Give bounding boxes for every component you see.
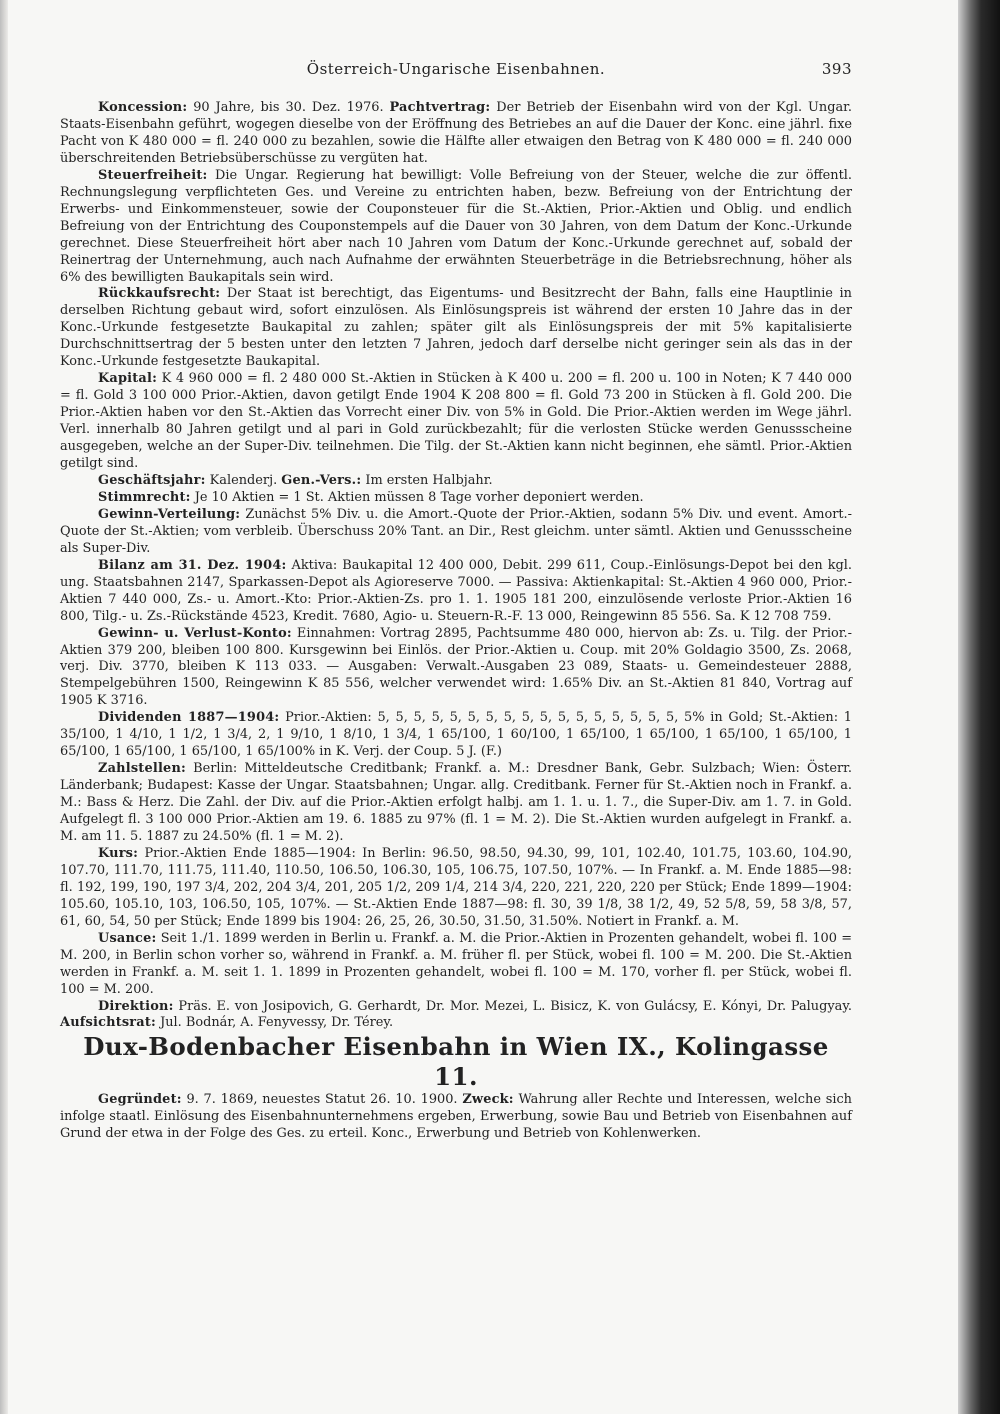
text-bilanz: Aktiva: Baukapital 12 400 000, Debit. 299 611, Coup.-Einlösungs-Depot bei den kgl. ung. Staatsbahnen 2147, Sparkassen-Depot als Agioreserve 7000. — Passiva: Aktienkapital: St.-Aktien 4 960 000, Prior.-Aktien 7 440 000, Zs.- u. Amort.-Kto: Prior.-Aktien-Zs. pro 1. 1. 1905 181 200, einzulösende verloste Prior.-Aktien 16 800, Tilg.- u. Zs.-Rückstände 4523, Kredit. 7680, Agio- u. Steuern-R.-F. 13 000, Reingewinn 85 556. Sa. K 12 708 759.	[60, 557, 852, 624]
text-koncession: 90 Jahre, bis 30. Dez. 1976.	[193, 100, 384, 115]
text-gewinn-verteilung: Zunächst 5% Div. u. die Amort.-Quote der Prior.-Aktien, sodann 5% Div. und event. Amort.-Quote der St.-Aktien; vom verbleib. Überschuss 20% Tant. an Dir., Rest gleichm. unter sämtl. Aktien und Genussscheine als Super-Div.	[60, 506, 853, 556]
paragraph-geschaeftsjahr	[60, 473, 852, 490]
label-bilanz: Bilanz am 31. Dez. 1904:	[98, 557, 287, 573]
text-stimmrecht: Je 10 Aktien = 1 St. Aktien müssen 8 Tage vorher deponiert werden.	[194, 489, 644, 505]
label-kapital: Kapital:	[98, 371, 158, 387]
text-zweck: Wahrung aller Rechte und Interessen, welche sich infolge staatl. Einlösung des Eisenbahnunternehmens ergeben, Erwerbung, sowie Bau und Betrieb von Eisenbahnen auf Grund der etwa in der Folge des Ges. zu erteil. Konc., Erwerbung und Betrieb von Kohlenwerken.	[60, 1092, 852, 1142]
paragraph-gegruendet	[60, 1092, 852, 1143]
paragraph-kapital	[60, 371, 852, 473]
scan-left-edge	[0, 0, 8, 1414]
label-gegruendet: Gegründet:	[98, 1092, 182, 1108]
paragraph-zahlstellen	[60, 761, 852, 846]
paragraph-stimmrecht	[60, 490, 852, 507]
company-title: Dux-Bodenbacher Eisenbahn in Wien IX., Kolingasse 11.	[83, 1032, 829, 1092]
paragraph-bilanz	[60, 558, 852, 626]
text-kurs: Prior.-Aktien Ende 1885—1904: In Berlin: 96.50, 98.50, 94.30, 99, 101, 102.40, 101.75, 103.60, 104.90, 107.70, 111.70, 111.75, 111.40, 110.50, 106.50, 106.30, 105, 106.75, 107.50, 107%. — In Frankf. a. M. Ende 1885—98: fl. 192, 199, 190, 197 3/4, 202, 204 3/4, 201, 205 1/2, 209 1/4, 214 3/4, 220, 221, 220, 220 per Stück; Ende 1899—1904: 105.60, 105.10, 103, 106.50, 105, 107%. — St.-Aktien Ende 1887—98: fl. 30, 39 1/8, 38 1/2, 49, 52 5/8, 59, 58 3/8, 57, 61, 60, 54, 50 per Stück; Ende 1899 bis 1904: 26, 25, 26, 30.50, 31.50, 31.50%. Notiert in Frankf. a. M.	[60, 845, 852, 929]
paragraph-kurs	[60, 846, 852, 931]
paragraph-gewinn-verlust	[60, 626, 852, 711]
text-steuerfreiheit: Die Ungar. Regierung hat bewilligt: Volle Befreiung von der Steuer, welche die zur öffentl. Rechnungslegung verpflichteten Ges. und Vereine zu entrichten haben, bezw. Befreiung von der Entrichtung der Erwerbs- und Einkommensteuer, sowie der Couponsteuer für die St.-Aktien, Prior.-Aktien und Oblig. und endlich Befreiung von der Entrichtung des Couponstempels auf die Dauer von 30 Jahren, von dem Datum der Konc.-Urkunde gerechnet. Diese Steuerfreiheit hört aber nach 10 Jahren vom Datum der Konc.-Urkunde gerechnet auf, sobald der Reinertrag der Unternehmung, auch nach Aufnahme der erwähnten Steuerbeträge in die Betriebsrechnung, höher als 6% des bewilligten Baukapitals sein wird.	[60, 167, 852, 285]
text-aufsichtsrat: Jul. Bodnár, A. Fenyvessy, Dr. Térey.	[160, 1015, 394, 1031]
text-usance: Seit 1./1. 1899 werden in Berlin u. Frankf. a. M. die Prior.-Aktien in Prozenten gehandelt, wobei fl. 100 = M. 200, in Berlin schon vorher so, während in Frankf. a. M. früher fl. per Stück, wobei fl. 100 = M. 200. Die St.-Aktien werden in Frankf. a. M. seit 1. 1. 1899 in Prozenten gehandelt, wobei fl. 100 = M. 170, vorher fl. per Stück, wobei fl. 100 = M. 200.	[60, 930, 852, 997]
text-pachtvertrag: Der Betrieb der Eisenbahn wird von der Kgl. Ungar. Staats-Eisenbahn geführt, wogegen dieselbe von der Eröffnung des Betriebes an auf die Dauer der Konc. eine jährl. fixe Pacht von K 480 000 = fl. 240 000 zu bezahlen, sowie die Hälfte aller etwaigen den Betrag von K 480 000 = fl. 240 000 überschreitenden Betriebsüberschüsse zu vergüten hat.	[60, 100, 852, 166]
paragraph-usance	[60, 931, 852, 999]
text-gewinn-verlust: Einnahmen: Vortrag 2895, Pachtsumme 480 000, hiervon ab: Zs. u. Tilg. der Prior.-Aktien 379 200, bleiben 100 800. Kursgewinn bei Einlös. der Prior.-Aktien u. Coup. mit 20% Goldagio 3500, Zs. 2068, verj. Div. 3770, bleiben K 113 033. — Ausgaben: Verwalt.-Ausgaben 23 089, Staats- u. Gemeindesteuer 2888, Stempelgebühren 1500, Reingewinn K 85 556, welcher verwendet wird: 1.65% Div. an St.-Aktien 81 840, Vortrag auf 1905 K 3716.	[60, 625, 852, 709]
text-direktion: Präs. E. von Josipovich, G. Gerhardt, Dr. Mor. Mezei, L. Bisicz, K. von Gulácsy, E. Kónyi, Dr. Palugyay.	[178, 998, 852, 1014]
label-geschaeftsjahr: Geschäftsjahr:	[98, 472, 206, 488]
running-title: Österreich-Ungarische Eisenbahnen.	[306, 60, 606, 78]
paragraph-gewinn-verteilung	[60, 507, 852, 558]
label-aufsichtsrat: Aufsichtsrat:	[60, 1015, 156, 1031]
label-koncession: Koncession:	[98, 100, 188, 115]
text-gen-vers: Im ersten Halbjahr.	[365, 472, 493, 488]
paragraph-steuerfreiheit	[60, 168, 852, 287]
text-geschaeftsjahr: Kalenderj.	[209, 472, 278, 488]
label-rueckkaufsrecht: Rückkaufsrecht:	[98, 286, 221, 302]
label-zahlstellen: Zahlstellen:	[98, 761, 186, 777]
page-body	[60, 100, 852, 1143]
paragraph-dividenden	[60, 710, 852, 761]
page-header	[60, 60, 852, 84]
label-dividenden: Dividenden 1887—1904:	[98, 710, 280, 726]
text-dividenden: Prior.-Aktien: 5, 5, 5, 5, 5, 5, 5, 5, 5, 5, 5, 5, 5, 5, 5, 5, 5, 5% in Gold; St.-Aktien: 1 35/100, 1 4/10, 1 1/2, 1 3/4, 2, 1 9/10, 1 8/10, 1 3/4, 1 65/100, 1 60/100, 1 65/100, 1 65/100, 1 65/100, 1 65/100, 1 65/100, 1 65/100, 1 65/100, 1 65/100% in K. Verj. der Coup. 5 J. (F.)	[60, 710, 853, 760]
label-zweck: Zweck:	[462, 1092, 514, 1108]
label-pachtvertrag: Pachtvertrag:	[389, 100, 491, 115]
label-stimmrecht: Stimmrecht:	[98, 489, 191, 505]
text-rueckkaufsrecht: Der Staat ist berechtigt, das Eigentums- und Besitzrecht der Bahn, falls eine Hauptlinie in derselben Richtung gebaut wird, sofort einzulösen. Als Einlösungspreis ist während der ersten 10 Jahre das in der Konc.-Urkunde festgesetzte Baukapital zu zahlen; später gilt als Einlösungspreis der mit 5% kapitalisierte Durchschnittsertrag der 5 besten unter den letzten 7 Jahren, jedoch darf derselbe nicht geringer sein als das in der Konc.-Urkunde festgesetzte Baukapital.	[60, 286, 852, 370]
label-gewinn-verlust: Gewinn- u. Verlust-Konto:	[98, 625, 292, 641]
text-gegruendet: 9. 7. 1869, neuestes Statut 26. 10. 1900.	[186, 1092, 458, 1108]
text-kapital: K 4 960 000 = fl. 2 480 000 St.-Aktien in Stücken à K 400 u. 200 = fl. 200 u. 100 in Noten; K 7 440 000 = fl. Gold 3 100 000 Prior.-Aktien, davon getilgt Ende 1904 K 208 800 = fl. Gold 73 200 in Stücken à fl. Gold 200. Die Prior.-Aktien haben vor den St.-Aktien das Vorrecht einer Div. von 5% in Gold. Die Prior.-Aktien werden im Wege jährl. Verl. innerhalb 80 Jahren getilgt und al pari in Gold zurückbezahlt; für die verlosten Stücke werden Genussscheine ausgegeben, welche an der Super-Div. teilnehmen. Die Tilg. der St.-Aktien kann nicht beginnen, ehe sämtl. Prior.-Aktien getilgt sind.	[60, 371, 852, 472]
label-direktion: Direktion:	[98, 998, 174, 1014]
page-number: 393	[821, 60, 852, 78]
label-gewinn-verteilung: Gewinn-Verteilung:	[98, 506, 241, 522]
label-steuerfreiheit: Steuerfreiheit:	[98, 167, 208, 183]
text-zahlstellen: Berlin: Mitteldeutsche Creditbank; Frankf. a. M.: Dresdner Bank, Gebr. Sulzbach; Wien: Österr. Länderbank; Budapest: Kasse der Ungar. Staatsbahnen; Ungar. allg. Creditbank. Ferner für St.-Aktien noch in Frankf. a. M.: Bass & Herz. Die Zahl. der Div. auf die Prior.-Aktien erfolgt halbj. am 1. 1. u. 1. 7., die Super-Div. am 1. 7. in Gold. Aufgelegt fl. 3 100 000 Prior.-Aktien am 19. 6. 1885 zu 97% (fl. 1 = M. 2). Die St.-Aktien wurden aufgelegt in Frankf. a. M. am 11. 5. 1887 zu 24.50% (fl. 1 = M. 2).	[60, 761, 852, 844]
scan-right-edge	[958, 0, 1000, 1414]
label-gen-vers: Gen.-Vers.:	[281, 472, 362, 488]
label-usance: Usance:	[98, 930, 157, 946]
paragraph-rueckkaufsrecht	[60, 286, 852, 371]
paragraph-koncession	[60, 100, 852, 168]
label-kurs: Kurs:	[98, 845, 139, 861]
paragraph-direktion	[60, 999, 852, 1033]
